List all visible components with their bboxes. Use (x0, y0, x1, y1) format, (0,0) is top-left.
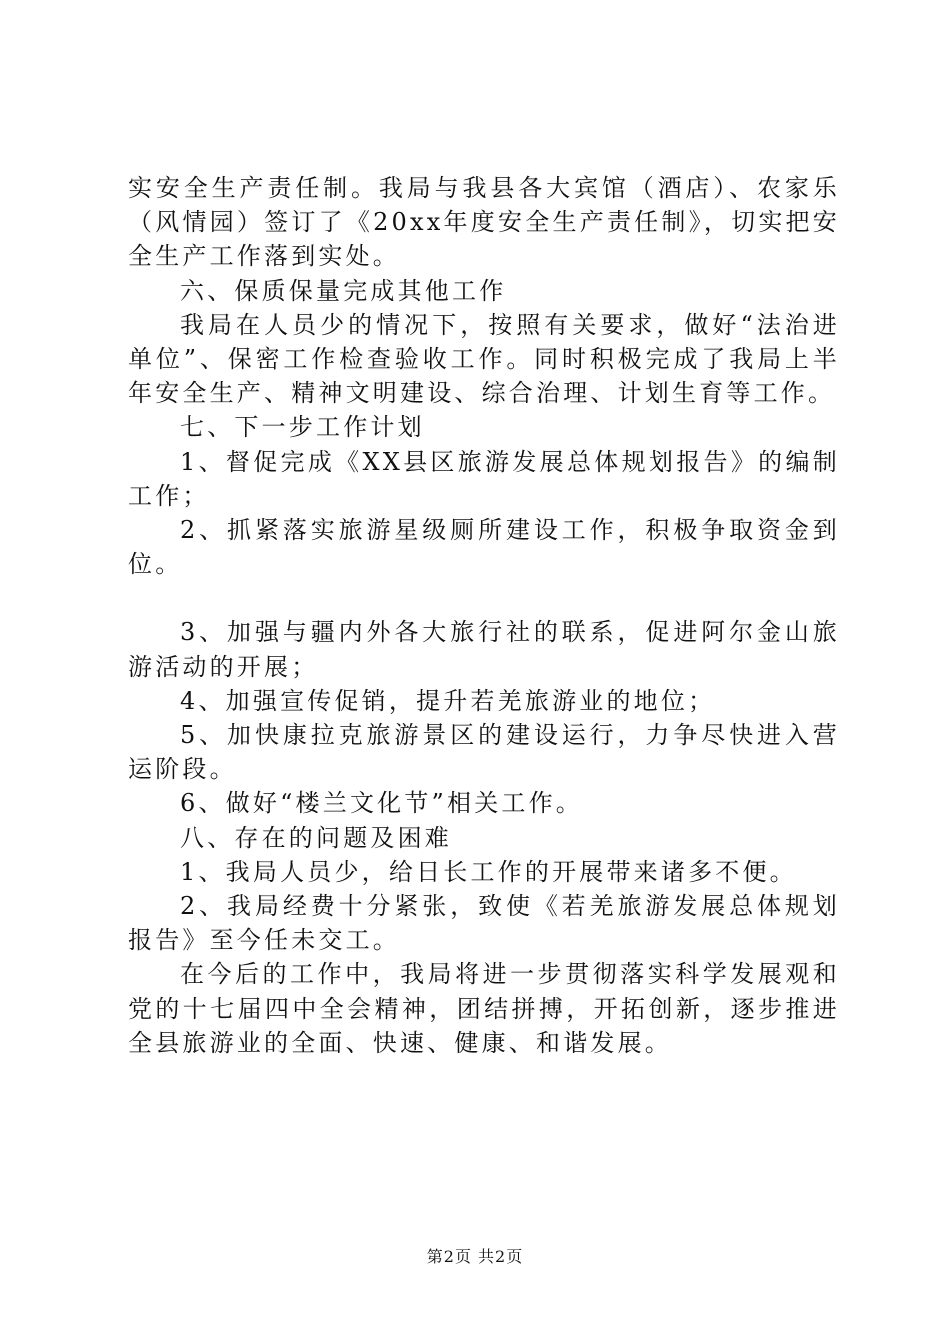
page-footer: 第2页 共2页 (426, 1247, 524, 1266)
problem-item-1: 1、我局人员少，给日长工作的开展带来诸多不便。 (180, 857, 797, 886)
heading-next-plan: 七、下一步工作计划 (180, 413, 425, 442)
plan-item-3: 3、加强与疆内外各大旅行社的联系，促进阿尔金山旅游活动的开展； (128, 618, 840, 681)
plan-item-5: 5、加快康拉克旅游景区的建设运行，力争尽快进入营运阶段。 (128, 721, 840, 784)
problem-item-2: 2、我局经费十分紧张，致使《若羌旅游发展总体规划报告》至今任未交工。 (128, 892, 840, 955)
plan-item-1: 1、督促完成《XX县区旅游发展总体规划报告》的编制工作； (128, 447, 840, 510)
plan-item-2: 2、抓紧落实旅游星级厕所建设工作，积极争取资金到位。 (128, 516, 840, 579)
paragraph-other-work: 我局在人员少的情况下，按照有关要求，做好“法治进单位”、保密工作检查验收工作。同时积极完成了我局上半年安全生产、精神文明建设、综合治理、计划生育等工作。 (128, 310, 840, 408)
heading-problems: 八、存在的问题及困难 (180, 823, 452, 852)
plan-item-6: 6、做好“楼兰文化节”相关工作。 (180, 789, 584, 818)
paragraph-responsibility: 实安全生产责任制。我局与我县各大宾馆（酒店）、农家乐（风情园）签订了《20xx年度安全生产责任制》，切实把安全生产工作落到实处。 (128, 174, 840, 271)
paragraph-conclusion: 在今后的工作中，我局将进一步贯彻落实科学发展观和党的十七届四中全会精神，团结拼搏，开拓创新，逐步推进全县旅游业的全面、快速、健康、和谐发展。 (128, 960, 840, 1057)
heading-other-work: 六、保质保量完成其他工作 (180, 276, 507, 305)
blank-line (128, 581, 840, 615)
plan-item-4: 4、加强宣传促销，提升若羌旅游业的地位； (180, 686, 716, 715)
document-body (128, 171, 840, 1060)
